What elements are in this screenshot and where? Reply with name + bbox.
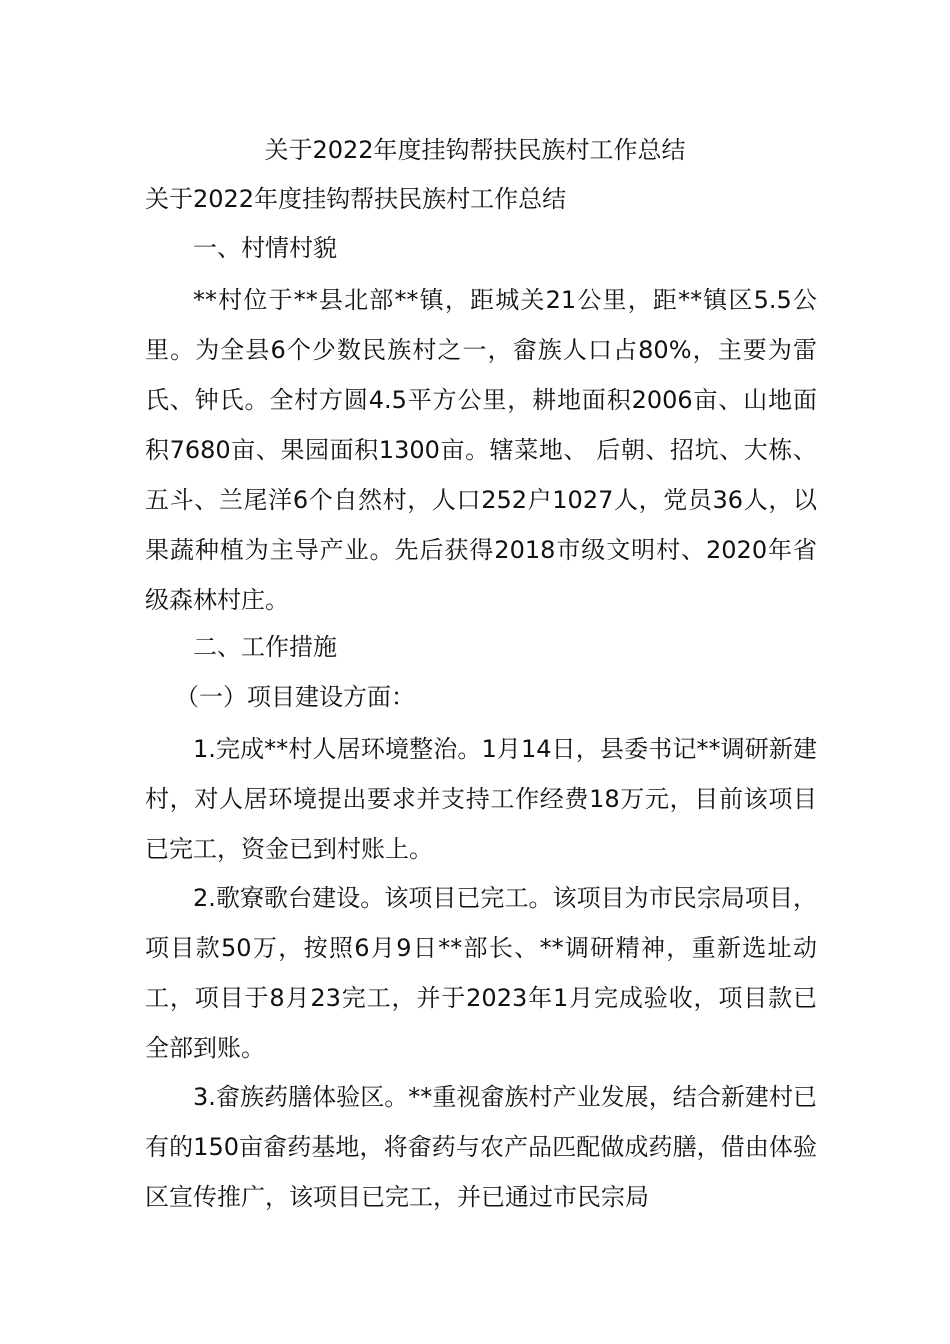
section-heading-village-profile: 一、村情村貌: [193, 234, 337, 262]
section-heading-work-measures: 二、工作措施: [193, 633, 337, 661]
paragraph-item-2: 2.歌寮歌台建设。该项目已完工。该项目为市民宗局项目，项目款50万，按照6月9日**部长、**调研精神，重新选址动工，项目于8月23完工，并于2023年1月完成验收，项目款已全部到账。: [145, 884, 817, 1062]
paragraph-village-profile: **村位于**县北部**镇，距城关21公里，距**镇区5.5公里。为全县6个少数民族村之一，畲族人口占80%，主要为雷氏、钟氏。全村方圆4.5平方公里，耕地面积2006亩、山地面积7680亩、果园面积1300亩。辖菜地、 后朝、招坑、大栋、五斗、兰尾洋6个自然村，人口252户1027人，党员36人，以果蔬种植为主导产业。先后获得2018市级文明村、2020年省级森林村庄。: [145, 286, 817, 614]
paragraph-item-3: 3.畲族药膳体验区。**重视畲族村产业发展，结合新建村已有的150亩畲药基地，将畲药与农产品匹配做成药膳，借由体验区宣传推广，该项目已完工，并已通过市民宗局: [145, 1083, 817, 1211]
document-title-repeated: 关于2022年度挂钩帮扶民族村工作总结: [145, 185, 567, 213]
document-title: 关于2022年度挂钩帮扶民族村工作总结: [264, 136, 686, 164]
subsection-heading-projects: （一）项目建设方面：: [175, 683, 415, 711]
paragraph-item-1: 1.完成**村人居环境整治。1月14日，县委书记**调研新建村，对人居环境提出要求并支持工作经费18万元，目前该项目已完工，资金已到村账上。: [145, 735, 817, 863]
